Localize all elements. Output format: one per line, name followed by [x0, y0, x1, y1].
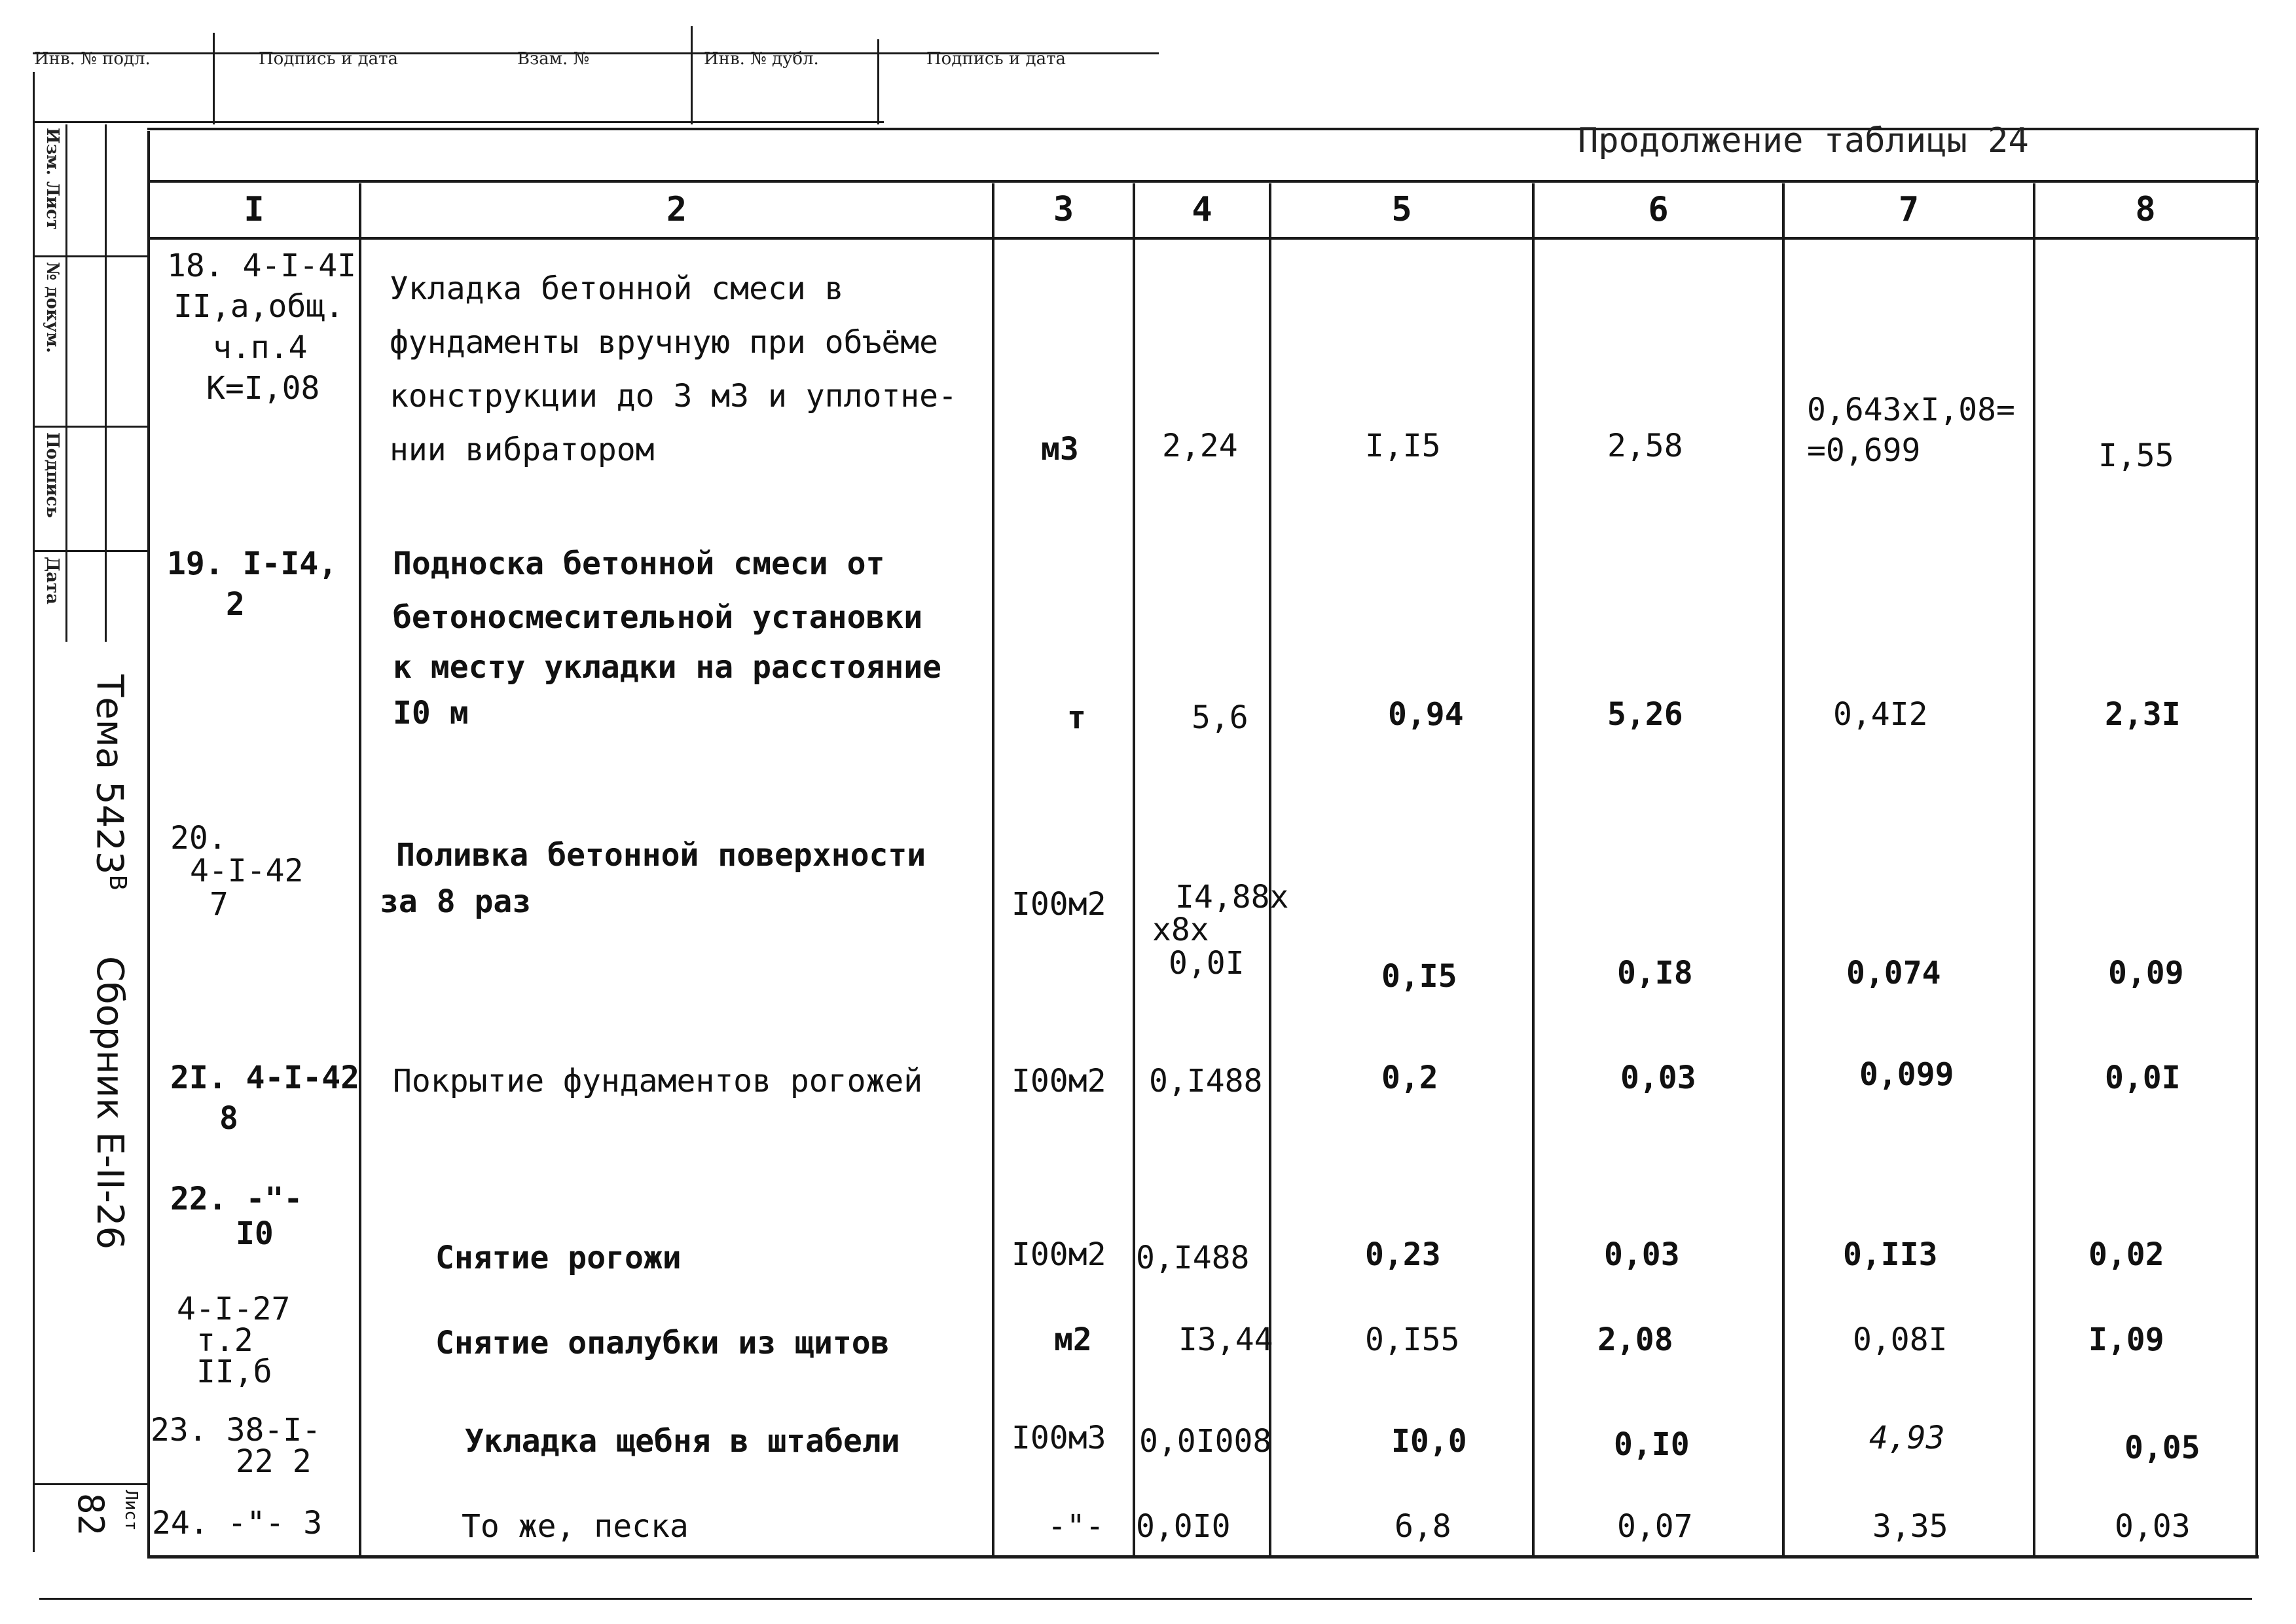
row-ref: 4-I-27 т.2 II,б [177, 1291, 291, 1390]
row-col6: 0,I0 [1614, 1426, 1690, 1463]
sheet-number: 82 [70, 1493, 111, 1536]
row-col6: 2,58 [1607, 428, 1683, 464]
row-col7: 3,35 [1872, 1508, 1948, 1545]
row-col4: 0,0I008 [1139, 1423, 1272, 1460]
stamp-signature-date-2: Подпись и дата [926, 49, 1066, 69]
column-header-2: 2 [666, 190, 687, 229]
row-unit: м3 [1041, 431, 1079, 468]
row-col7: 0,099 [1859, 1056, 1954, 1093]
column-header-5: 5 [1391, 190, 1412, 229]
row-ref: 19. I-I4, 2 [167, 545, 338, 623]
stamp-inv-dubl: Инв. № дубл. [704, 49, 819, 69]
tema-label: Тема $5423^В$ [88, 674, 131, 891]
row-ref: 20. 4-I-42 7 [170, 820, 304, 923]
row-unit: т [1067, 699, 1086, 736]
row-col6: 0,07 [1617, 1508, 1693, 1545]
row-col4: 0,0I0 [1136, 1508, 1231, 1545]
row-description: То же, песка [462, 1508, 689, 1545]
row-description: Снятие рогожи [435, 1240, 682, 1276]
row-col8: 0,05 [2124, 1430, 2200, 1466]
row-unit: -"- [1048, 1508, 1104, 1545]
row-col7: 0,074 [1846, 955, 1941, 991]
row-col5: 0,94 [1388, 696, 1464, 733]
row-col4: I3,44 [1178, 1321, 1273, 1358]
row-col8: 2,3I [2105, 696, 2181, 733]
stamp-signature-date: Подпись и дата [259, 49, 398, 69]
row-col8: 0,0I [2105, 1060, 2181, 1096]
row-col6: 2,08 [1597, 1321, 1673, 1358]
row-col6: 0,I8 [1617, 955, 1693, 991]
row-description: Подноска бетонной смеси от бетоносмесительной установки к месту укладки на расстояние I0 м [393, 545, 942, 731]
stamp-inv-podl: Инв. № подл. [34, 49, 151, 69]
row-col6: 0,03 [1620, 1060, 1696, 1096]
side-label-docnum: № докум. [43, 262, 62, 354]
row-description: Поливка бетонной поверхности за 8 раз [380, 837, 926, 920]
table-caption: Продолжение таблицы 24 [1578, 121, 2029, 160]
row-unit: I00м2 [1011, 1063, 1106, 1099]
row-ref: 2I. 4-I-42 8 [170, 1060, 359, 1137]
column-header-4: 4 [1192, 190, 1212, 229]
row-col7: 0,643хI,08= =0,699 [1807, 392, 2015, 470]
row-col8: 0,09 [2108, 955, 2184, 991]
row-description: Снятие опалубки из щитов [435, 1325, 890, 1361]
row-col5: 0,I55 [1365, 1321, 1460, 1358]
sbornik-label: Сборник Е-II-26 [88, 956, 131, 1250]
column-header-6: 6 [1648, 190, 1669, 229]
row-col5: I,I5 [1365, 428, 1441, 464]
column-header-8: 8 [2135, 190, 2156, 229]
row-col4: 0,I488 [1136, 1240, 1250, 1276]
row-col4: 5,6 [1192, 699, 1248, 736]
row-col5: I0,0 [1391, 1423, 1467, 1460]
row-col5: 0,I5 [1381, 958, 1457, 995]
side-label-signature: Подпись [43, 432, 62, 519]
row-col6: 0,03 [1604, 1236, 1680, 1273]
row-col8: 0,02 [2088, 1236, 2164, 1273]
row-ref: 23. 38-I- 22 2 [151, 1412, 321, 1480]
row-ref: 18. 4-I-4I II,а,общ. ч.п.4 К=I,08 [167, 248, 356, 407]
row-unit: I00м2 [1011, 886, 1106, 923]
row-description: Укладка бетонной смеси в фундаменты вручную при объёме конструкции до 3 м3 и уплотне- нии вибратором [390, 270, 957, 468]
row-col8: 0,03 [2115, 1508, 2191, 1545]
column-header-1: I [244, 190, 264, 229]
stamp-vzam: Взам. № [517, 49, 590, 69]
row-unit: I00м3 [1011, 1420, 1106, 1456]
row-col4: I4,88х х8х 0,0I [1152, 879, 1289, 982]
row-description: Укладка щебня в штабели [465, 1423, 900, 1460]
row-col5: 0,2 [1381, 1060, 1438, 1096]
row-col7: 0,08I [1853, 1321, 1948, 1358]
sheet-label: Лист [121, 1490, 141, 1531]
row-unit: м2 [1054, 1321, 1092, 1358]
row-description: Покрытие фундаментов рогожей [393, 1063, 923, 1099]
row-col8: I,55 [2098, 437, 2174, 474]
column-header-7: 7 [1898, 190, 1920, 229]
row-col4: 2,24 [1162, 428, 1238, 464]
row-col5: 0,23 [1365, 1236, 1441, 1273]
row-col5: 6,8 [1394, 1508, 1451, 1545]
side-label-date: Дата [43, 557, 62, 604]
row-col7: 4,93 [1869, 1420, 1945, 1456]
column-header-3: 3 [1053, 190, 1074, 229]
row-ref: 24. -"- 3 [152, 1505, 323, 1541]
row-col7: 0,4I2 [1833, 696, 1928, 733]
row-ref: 22. -"- I0 [170, 1181, 303, 1252]
row-col7: 0,II3 [1843, 1236, 1938, 1273]
row-unit: I00м2 [1011, 1236, 1106, 1273]
row-col6: 5,26 [1607, 696, 1683, 733]
side-label-izm-list: Изм. Лист [43, 128, 62, 231]
row-col8: I,09 [2088, 1321, 2164, 1358]
row-col4: 0,I488 [1149, 1063, 1263, 1099]
